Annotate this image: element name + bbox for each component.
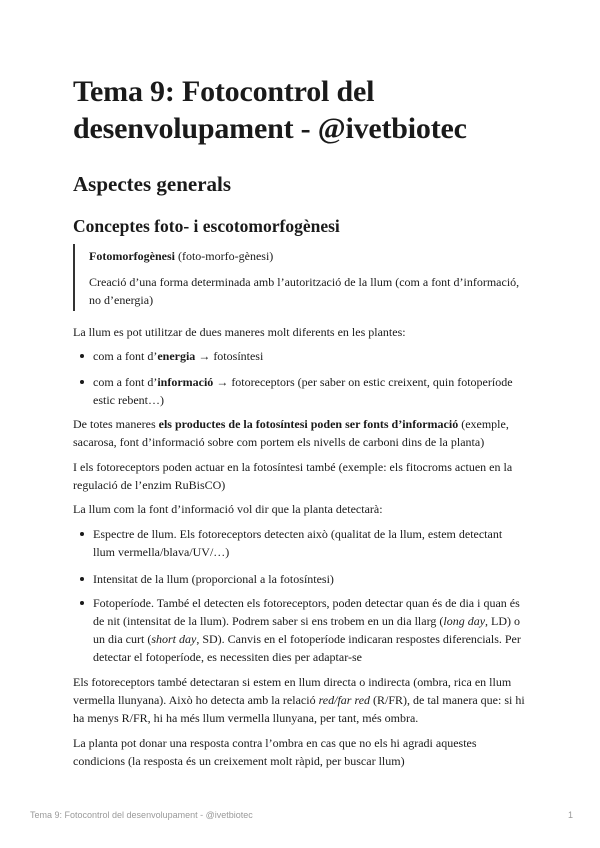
subsection-heading: Conceptes foto- i escotomorfogènesi	[73, 216, 340, 236]
page-title: Tema 9: Fotocontrol del desenvolupament - @ivetbiotec	[73, 75, 467, 145]
paragraph-light-information: La llum com la font d’informació vol dir que la planta detectarà:	[73, 502, 383, 516]
paragraph-direct-indirect-light: Els fotoreceptors també detectaran si estem en llum directa o indirecta (ombra, rica en llum vermella llunyana). Això ho detecta amb la relació red/far red (R/FR), de tal manera que: si hi ha menys R/FR, hi ha més llum vermella llunyana, per tant, més ombra.	[73, 675, 525, 725]
list-item: com a font d’informació → fotoreceptors (per saber on estic creixent, quin fotoperíode estic rebent…)	[93, 373, 525, 409]
definition-term: Fotomorfogènesi	[89, 249, 175, 263]
footer-document-title: Tema 9: Fotocontrol del desenvolupament - @ivetbiotec	[30, 810, 253, 820]
definition-text: Creació d’una forma determinada amb l’autorització de la llum (com a font d’informació, no d’energia)	[89, 275, 520, 307]
definition-term-note: (foto-morfo-gènesi)	[174, 249, 274, 263]
list-item: com a font d’energia → fotosíntesi	[93, 347, 525, 365]
list-item: Fotoperíode. També el detecten els fotoreceptors, poden detectar quan és de dia i quan és de nit (intensitat de la llum). Podrem saber si ens trobem en un dia llarg (long day, LD) o un dia curt (short day, SD). Canvis en el fotoperíode indicaran respostes diferencials. Per detectar el fotoperíode, es necessiten dies per adaptar-se	[93, 594, 525, 666]
list-item: Intensitat de la llum (proporcional a la fotosíntesi)	[93, 570, 525, 588]
paragraph-shade-response: La planta pot donar una resposta contra l’ombra en cas que no els hi agradi aquestes condicions (la resposta és un creixement molt ràpid, per buscar llum)	[73, 736, 477, 768]
section-heading: Aspectes generals	[73, 172, 232, 196]
paragraph-photosynthesis-products: De totes maneres els productes de la fotosíntesi poden ser fonts d’informació (exemple, sacarosa, font d’informació sobre com portem els nivells de carboni dins de la planta)	[73, 417, 509, 449]
definition-term-line	[89, 247, 529, 265]
paragraph-light-uses: La llum es pot utilitzar de dues maneres molt diferents en les plantes:	[73, 325, 406, 339]
paragraph-photoreceptors: I els fotoreceptors poden actuar en la fotosíntesi també (exemple: els fitocroms actuen en la regulació de l’enzim RuBisCO)	[73, 460, 513, 492]
list-item: Espectre de llum. Els fotoreceptors detecten això (qualitat de la llum, estem detectant llum vermella/blava/UV/…)	[93, 525, 525, 561]
footer-page-number: 1	[568, 810, 574, 820]
definition-blockquote	[73, 244, 525, 311]
